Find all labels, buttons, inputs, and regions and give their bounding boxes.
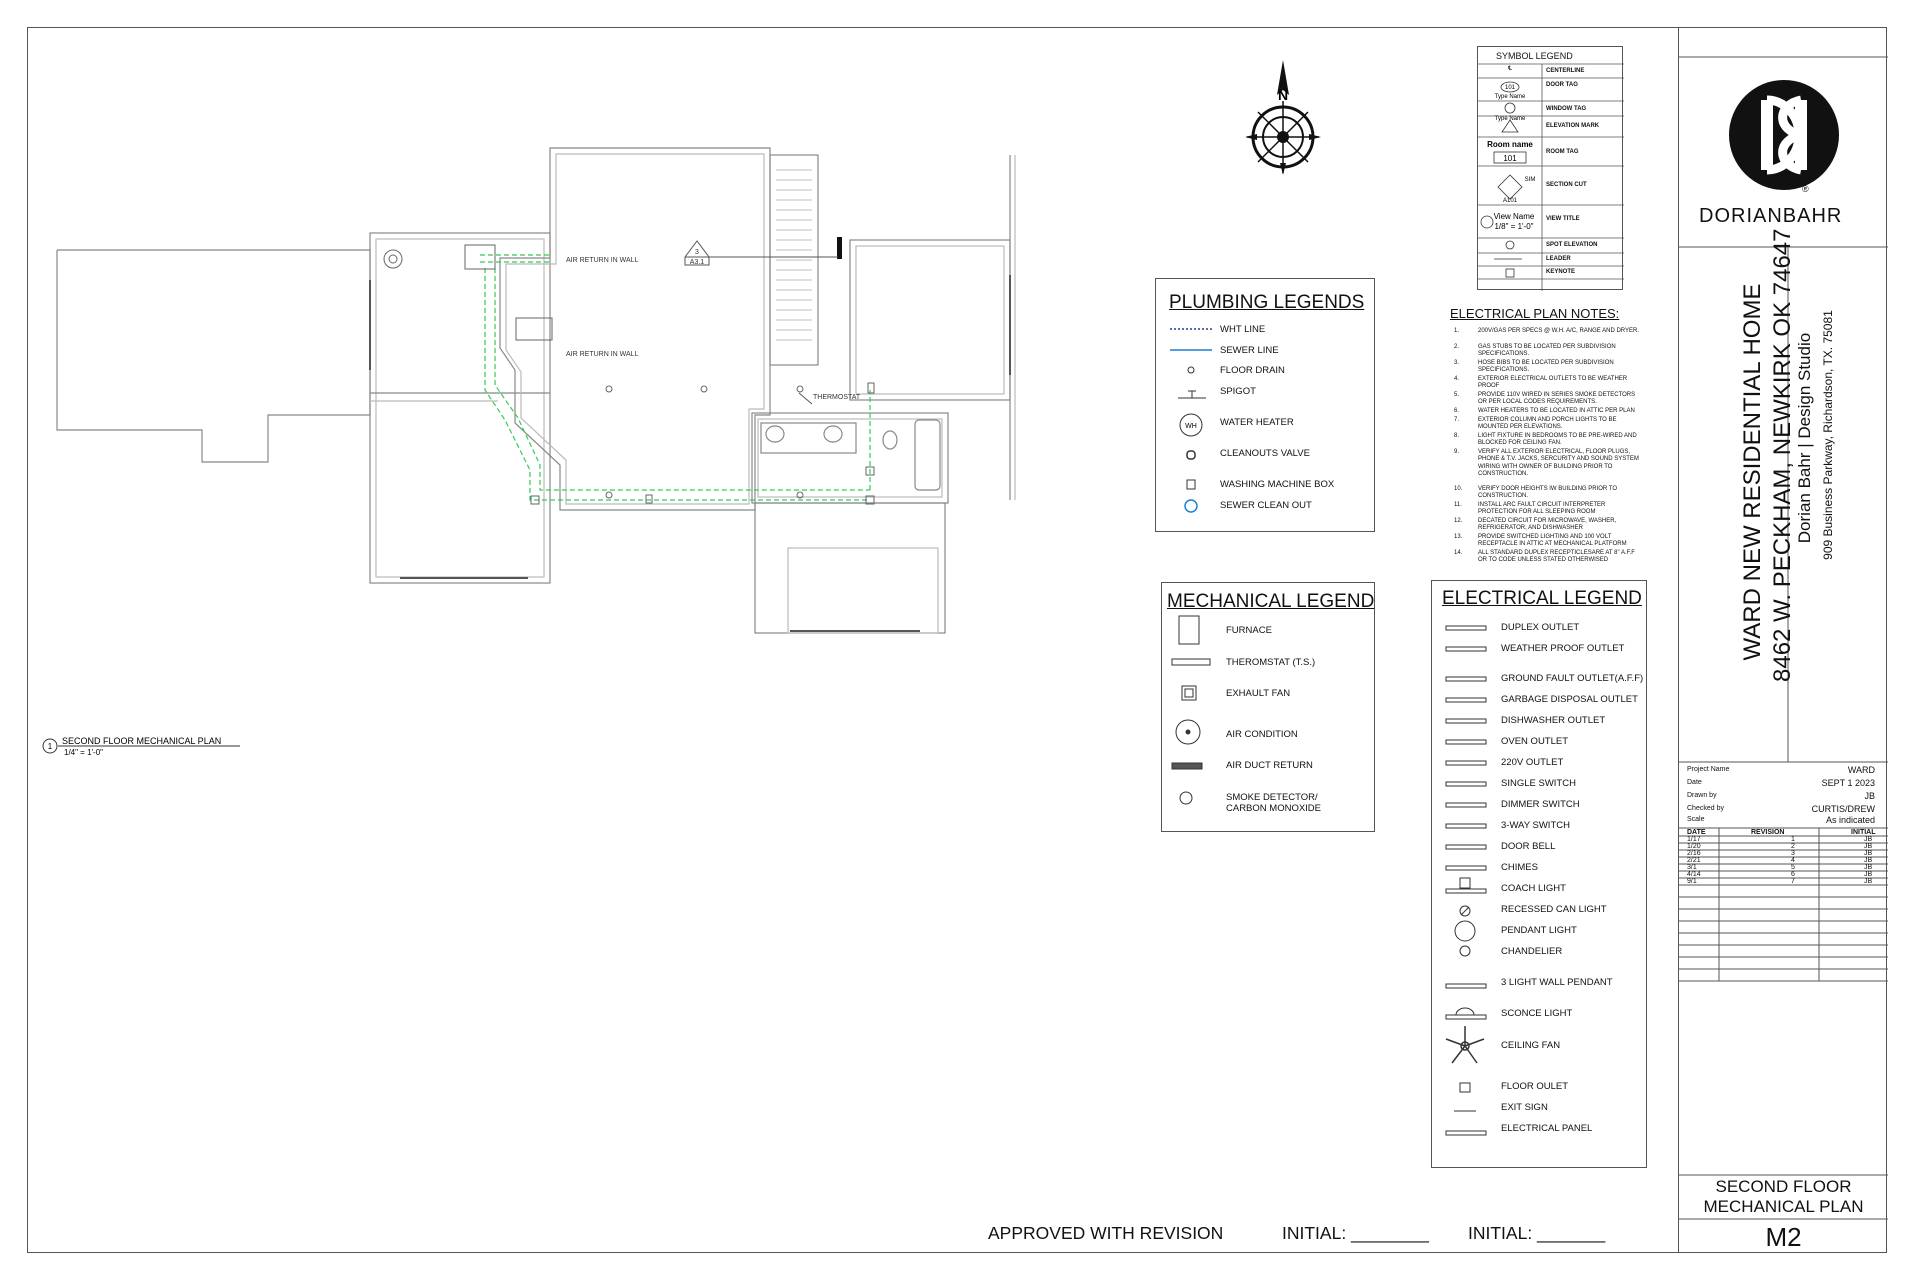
electrical-legend-title: ELECTRICAL LEGEND (1442, 588, 1642, 609)
sheet-title-line-2: MECHANICAL PLAN (1703, 1197, 1864, 1216)
info-label-scale: Scale (1687, 816, 1705, 823)
mech-item-smoke-detector: SMOKE DETECTOR/ (1226, 792, 1318, 803)
note-1: 200V/GAS PER SPECS @ W.H. A/C, RANGE AND DRYER. (1478, 328, 1640, 334)
elec-item-chimes: CHIMES (1501, 862, 1538, 873)
room-tag-icon: Room name (1487, 140, 1533, 149)
elec-item-gfci-outlet: GROUND FAULT OUTLET(A.F.F) (1501, 673, 1644, 684)
rev-initial: JB (1864, 878, 1873, 885)
elec-item-220v-outlet: 220V OUTLET (1501, 757, 1564, 768)
gfci-outlet-icon (1446, 677, 1486, 681)
note-9: VERIFY ALL EXTERIOR ELECTRICAL, FLOOR PLUGS, PHONE & T.V. JACKS, SERCURITY AND SOUND SYSTEM WIRING WITH OWNER OF BUILDING PRIOR TO CONSTRUCTION. (1478, 449, 1639, 477)
ceiling-fan-icon (1446, 1026, 1484, 1063)
elec-item-disposal-outlet: GARBAGE DISPOSAL OUTLET (1501, 694, 1638, 705)
symbol-keynote: KEYNOTE (1546, 269, 1576, 275)
air-return-label-1: AIR RETURN IN WALL (566, 257, 639, 264)
svg-text:1/8" = 1'-0": 1/8" = 1'-0" (1494, 222, 1534, 231)
mech-item-thermostat: THEROMSTAT (T.S.) (1226, 657, 1316, 668)
rev-number: 6 (1791, 871, 1795, 878)
plumbing-item-sewer-line: SEWER LINE (1220, 345, 1279, 356)
wall-pendant-icon (1446, 984, 1486, 988)
approved-with-revision: APPROVED WITH REVISION (988, 1223, 1224, 1243)
sconce-light-icon (1456, 1008, 1474, 1015)
rev-date: 4/14 (1687, 871, 1701, 878)
note-2: GAS STUBS TO BE LOCATED PER SUBDIVISION SPECIFICATIONS. (1478, 344, 1616, 358)
elec-item-duplex-outlet: DUPLEX OUTLET (1501, 622, 1580, 633)
compass (1230, 55, 1340, 195)
symbol-room-tag: ROOM TAG (1546, 149, 1579, 155)
note-5: PROVIDE 110V WIRED IN SERIES SMOKE DETECTORS OR PER LOCAL CODES REQUIREMENTS. (1478, 392, 1636, 406)
mechanical-legend (1161, 582, 1375, 832)
info-label-project: Project Name (1687, 766, 1730, 773)
elec-item-weather-proof-outlet: WEATHER PROOF OUTLET (1501, 643, 1625, 654)
electrical-panel-icon (1446, 1131, 1486, 1135)
svg-text:101: 101 (1503, 154, 1517, 163)
studio-name: Dorian Bahr | Design Studio (1795, 332, 1814, 544)
project-title: WARD NEW RESIDENTIAL HOME (1739, 283, 1766, 661)
right-upper-room (850, 240, 1010, 400)
duct-return-icon (1172, 763, 1202, 769)
washing-box-icon (1187, 480, 1195, 489)
elec-item-floor-outlet: FLOOR OULET (1501, 1081, 1569, 1092)
elec-item-single-switch: SINGLE SWITCH (1501, 778, 1576, 789)
symbol-centerline: CENTERLINE (1546, 68, 1585, 74)
plumbing-item-cleanout: CLEANOUTS VALVE (1220, 448, 1310, 459)
note-6: WATER HEATERS TO BE LOCATED IN ATTIC PER PLAN (1478, 408, 1635, 414)
plumbing-item-water-heater: WATER HEATER (1220, 417, 1294, 428)
pendant-light-icon (1455, 921, 1475, 941)
rev-date: 9/1 (1687, 878, 1697, 885)
cleanout-icon (1187, 451, 1195, 459)
floor-plan (0, 0, 1180, 780)
rev-initial: JB (1864, 850, 1873, 857)
coach-light-icon (1460, 878, 1470, 888)
symbol-spot-elevation: SPOT ELEVATION (1546, 242, 1598, 248)
initial-field-1[interactable]: INITIAL: ________ (1282, 1223, 1429, 1243)
sewer-cleanout-icon (1185, 500, 1197, 512)
project-address: 8462 W. PECKHAM, NEWKIRK OK 74647 (1769, 228, 1796, 682)
sheet-title-line-1: SECOND FLOOR (1715, 1177, 1852, 1196)
rev-date: 3/1 (1687, 864, 1697, 871)
elec-item-coach-light: COACH LIGHT (1501, 883, 1566, 894)
dishwasher-outlet-icon (1446, 719, 1486, 723)
note-8: LIGHT FIXTURE IN BEDROOMS TO BE PRE-WIRED AND BLOCKED FOR CEILING FAN. (1478, 433, 1637, 447)
svg-text:WH: WH (1185, 423, 1197, 430)
symbol-view-title: VIEW TITLE (1546, 216, 1580, 222)
section-mark (685, 241, 838, 265)
rev-number: 3 (1791, 850, 1795, 857)
rev-initial: JB (1864, 843, 1873, 850)
note-11: INSTALL ARC FAULT CIRCUIT INTERPRETER PROTECTION FOR ALL SLEEPING ROOM (1478, 502, 1606, 516)
door-tag-icon: 101 (1504, 85, 1516, 91)
initial-field-2[interactable]: INITIAL: _______ (1468, 1223, 1606, 1243)
plumbing-item-floor-drain: FLOOR DRAIN (1220, 365, 1285, 376)
mech-item-smoke-detector-2: CARBON MONOXIDE (1226, 803, 1322, 814)
mechanical-legend-title: MECHANICAL LEGEND (1167, 591, 1375, 612)
elec-item-wall-pendant: 3 LIGHT WALL PENDANT (1501, 977, 1613, 988)
exhaust-fan-icon (1182, 686, 1196, 700)
title-block (1678, 27, 1887, 1253)
rev-initial: JB (1864, 857, 1873, 864)
symbol-elevation-mark: ELEVATION MARK (1546, 123, 1600, 129)
electrical-notes-title: ELECTRICAL PLAN NOTES: (1450, 306, 1620, 321)
elec-item-ceiling-fan: CEILING FAN (1501, 1040, 1561, 1051)
info-label-date: Date (1687, 779, 1702, 786)
electrical-legend (1431, 580, 1647, 1168)
central-room (500, 148, 770, 510)
electrical-notes: 1. 200V/GAS PER SPECS @ W.H. A/C, RANGE AND DRYER. 2. GAS STUBS TO BE LOCATED PER SUBDIVISION SPECIFICATIONS. 3. HOSE BIBS TO BE LOCATED PER SUBDIVISION SPECIFICATIONS. 4. EXTERIOR ELECTRICAL OUTLETS TO BE WEATHER PROOF 5. PROVIDE 110V WIRED IN SERIES SMOKE DETECTORS OR PER LOCAL CODES REQUIREMENTS. 6. WATER HEATERS TO BE LOCATED IN ATTIC PER PLAN 7. EXTERIOR COLUMN AND PORCH LIGHTS TO BE MOUNTED PER ELEVATIONS. 8. LIGHT FIXTURE IN BEDROOMS TO BE PRE-WIRED AND BLOCKED FOR CEILING FAN. 9. VERIFY ALL EXTERIOR ELECTRICAL, FLOOR PLUGS, PHONE & T.V. JACKS, SERCURITY AND SOUND SYSTEM WIRING WITH OWNER OF BUILDING PRIOR TO CONSTRUCTION. 10. VERIFY DOOR HEIGHTS IW BUILDING PRIOR TO CONSTRUCTION. 11. INSTALL ARC FAULT CIRCUIT INTERPRETER PROTECTION FOR ALL SLEEPING ROOM 12. DECATED CIRCUIT FOR MICROWAVE, WASHER, REFRIGERATOR, AND DISHWASHER 13. PROVIDE SWITCHED LIGHTING AND 100 VOLT RECEPTACLE IN ATTIC AT MECHANICAL PLATFORM 14. ALL STANDARD DUPLEX RECEPTICLESARE AT 8" A.F.F OR TO CODE UNLESS STATED OTHERWISED (1450, 328, 1625, 568)
rev-initial: JB (1864, 871, 1873, 878)
oven-outlet-icon (1446, 740, 1486, 744)
furnace-icon (1179, 616, 1199, 644)
right-lower-room (755, 503, 945, 633)
plumbing-item-washing-box: WASHING MACHINE BOX (1220, 479, 1335, 490)
view-title-icon: View Name (1493, 212, 1535, 221)
rev-header-initial: INITIAL (1851, 829, 1876, 836)
rev-date: 1/20 (1687, 843, 1701, 850)
220v-outlet-icon (1446, 761, 1486, 765)
info-label-drawn: Drawn by (1687, 792, 1717, 799)
compass-north-label: N (1277, 87, 1289, 103)
elec-item-pendant-light: PENDANT LIGHT (1501, 925, 1577, 936)
note-13: PROVIDE SWITCHED LIGHTING AND 100 VOLT RECEPTACLE IN ATTIC AT MECHANICAL PLATFORM (1478, 534, 1627, 548)
symbol-door-tag: DOOR TAG (1546, 82, 1578, 88)
symbol-window-tag: WINDOW TAG (1546, 106, 1587, 112)
rev-number: 1 (1791, 836, 1795, 843)
note-3: HOSE BIBS TO BE LOCATED PER SUBDIVISION SPECIFICATIONS. (1478, 360, 1614, 374)
section-mark-sheet: A3.1 (689, 259, 705, 266)
info-value-drawn: JB (1864, 791, 1875, 801)
thermostat-icon (1172, 659, 1210, 665)
air-return-label-2: AIR RETURN IN WALL (566, 351, 639, 358)
note-12: DECATED CIRCUIT FOR MICROWAVE, WASHER, REFRIGERATOR, AND DISHWASHER (1478, 518, 1617, 532)
plumbing-legend-title: PLUMBING LEGENDS (1169, 292, 1365, 313)
three-way-switch-icon (1446, 824, 1486, 828)
air-duct (480, 255, 870, 500)
section-cut-icon: SIM (1524, 177, 1536, 183)
elec-item-door-bell: DOOR BELL (1501, 841, 1556, 852)
rev-date: 1/17 (1687, 836, 1701, 843)
elec-item-dishwasher-outlet: DISHWASHER OUTLET (1501, 715, 1606, 726)
chandelier-icon (1460, 946, 1470, 956)
elec-item-recessed-light: RECESSED CAN LIGHT (1501, 904, 1607, 915)
logo-registered-mark: ® (1802, 184, 1809, 194)
left-room (370, 233, 550, 583)
mech-item-exhaust-fan: EXHAULT FAN (1226, 688, 1291, 699)
info-value-project: WARD (1847, 765, 1875, 775)
elec-item-exit-sign: EXIT SIGN (1501, 1102, 1548, 1113)
mech-item-air-condition: AIR CONDITION (1226, 729, 1298, 740)
studio-address: 909 Business Parkway, Richardson, TX. 75081 (1821, 310, 1835, 560)
mech-item-furnace: FURNACE (1226, 625, 1272, 636)
plumbing-item-sewer-cleanout: SEWER CLEAN OUT (1220, 500, 1312, 511)
info-value-date: SEPT 1 2023 (1821, 778, 1875, 788)
info-value-scale: As indicated (1825, 815, 1875, 825)
rev-number: 7 (1791, 878, 1795, 885)
rev-initial: JB (1864, 836, 1873, 843)
smoke-detector-icon (1180, 792, 1192, 804)
rev-header-revision: REVISION (1751, 829, 1785, 836)
window-tag-icon: Type Name (1494, 116, 1526, 122)
elec-item-dimmer-switch: DIMMER SWITCH (1501, 799, 1580, 810)
disposal-outlet-icon (1446, 698, 1486, 702)
section-mark-number: 3 (695, 249, 699, 256)
elec-item-three-way-switch: 3-WAY SWITCH (1501, 820, 1570, 831)
plumbing-legend (1155, 278, 1375, 532)
view-title (40, 730, 250, 760)
rev-initial: JB (1864, 864, 1873, 871)
note-7: EXTERIOR COLUMN AND PORCH LIGHTS TO BE MOUNTED PER ELEVATIONS. (1478, 417, 1617, 431)
svg-text:℄: ℄ (1508, 66, 1512, 72)
plumbing-item-wht-line: WHT LINE (1220, 324, 1266, 335)
rev-date: 2/21 (1687, 857, 1701, 864)
rev-number: 5 (1791, 864, 1795, 871)
sheet-number: M2 (1765, 1222, 1802, 1252)
info-value-checked: CURTIS/DREW (1811, 804, 1875, 814)
plumbing-item-spigot: SPIGOT (1220, 386, 1256, 397)
note-10: VERIFY DOOR HEIGHTS IW BUILDING PRIOR TO CONSTRUCTION. (1478, 486, 1618, 500)
duplex-outlet-icon (1446, 626, 1486, 630)
info-label-checked: Checked by (1687, 805, 1724, 812)
rev-date: 2/16 (1687, 850, 1701, 857)
note-14: ALL STANDARD DUPLEX RECEPTICLESARE AT 8" A.F.F OR TO CODE UNLESS STATED OTHERWISED (1478, 550, 1635, 564)
db-logo-icon (1729, 80, 1839, 190)
symbol-legend-title: SYMBOL LEGEND (1496, 51, 1573, 61)
svg-text:Type Name: Type Name (1494, 94, 1526, 100)
view-title-number: 1 (47, 742, 53, 751)
rev-number: 2 (1791, 843, 1795, 850)
spigot-icon (1178, 391, 1206, 398)
elec-item-chandelier: CHANDELIER (1501, 946, 1563, 957)
chimes-icon (1446, 866, 1486, 870)
view-title-name: SECOND FLOOR MECHANICAL PLAN (62, 736, 222, 746)
rev-header-date: DATE (1687, 829, 1706, 836)
symbol-section-cut: SECTION CUT (1546, 182, 1587, 188)
mech-item-duct-return: AIR DUCT RETURN (1226, 760, 1313, 771)
elec-item-oven-outlet: OVEN OUTLET (1501, 736, 1569, 747)
door-bell-icon (1446, 845, 1486, 849)
single-switch-icon (1446, 782, 1486, 786)
logo-text: DORIANBAHR (1699, 205, 1843, 227)
note-4: EXTERIOR ELECTRICAL OUTLETS TO BE WEATHER PROOF (1478, 376, 1628, 390)
symbol-leader: LEADER (1546, 256, 1571, 262)
svg-text:A101: A101 (1502, 198, 1518, 204)
left-wing-outline (57, 250, 370, 462)
symbol-legend (1477, 46, 1623, 290)
floor-drain-icon (1188, 367, 1194, 373)
rev-number: 4 (1791, 857, 1795, 864)
air-condition-icon (1176, 720, 1200, 744)
elec-item-electrical-panel: ELECTRICAL PANEL (1501, 1123, 1593, 1134)
dimmer-switch-icon (1446, 803, 1486, 807)
thermostat-label: THERMOSTAT (813, 394, 861, 401)
view-title-scale: 1/4" = 1'-0" (64, 748, 104, 757)
weather-proof-outlet-icon (1446, 647, 1486, 651)
elec-item-sconce-light: SCONCE LIGHT (1501, 1008, 1573, 1019)
floor-outlet-icon (1460, 1083, 1470, 1092)
